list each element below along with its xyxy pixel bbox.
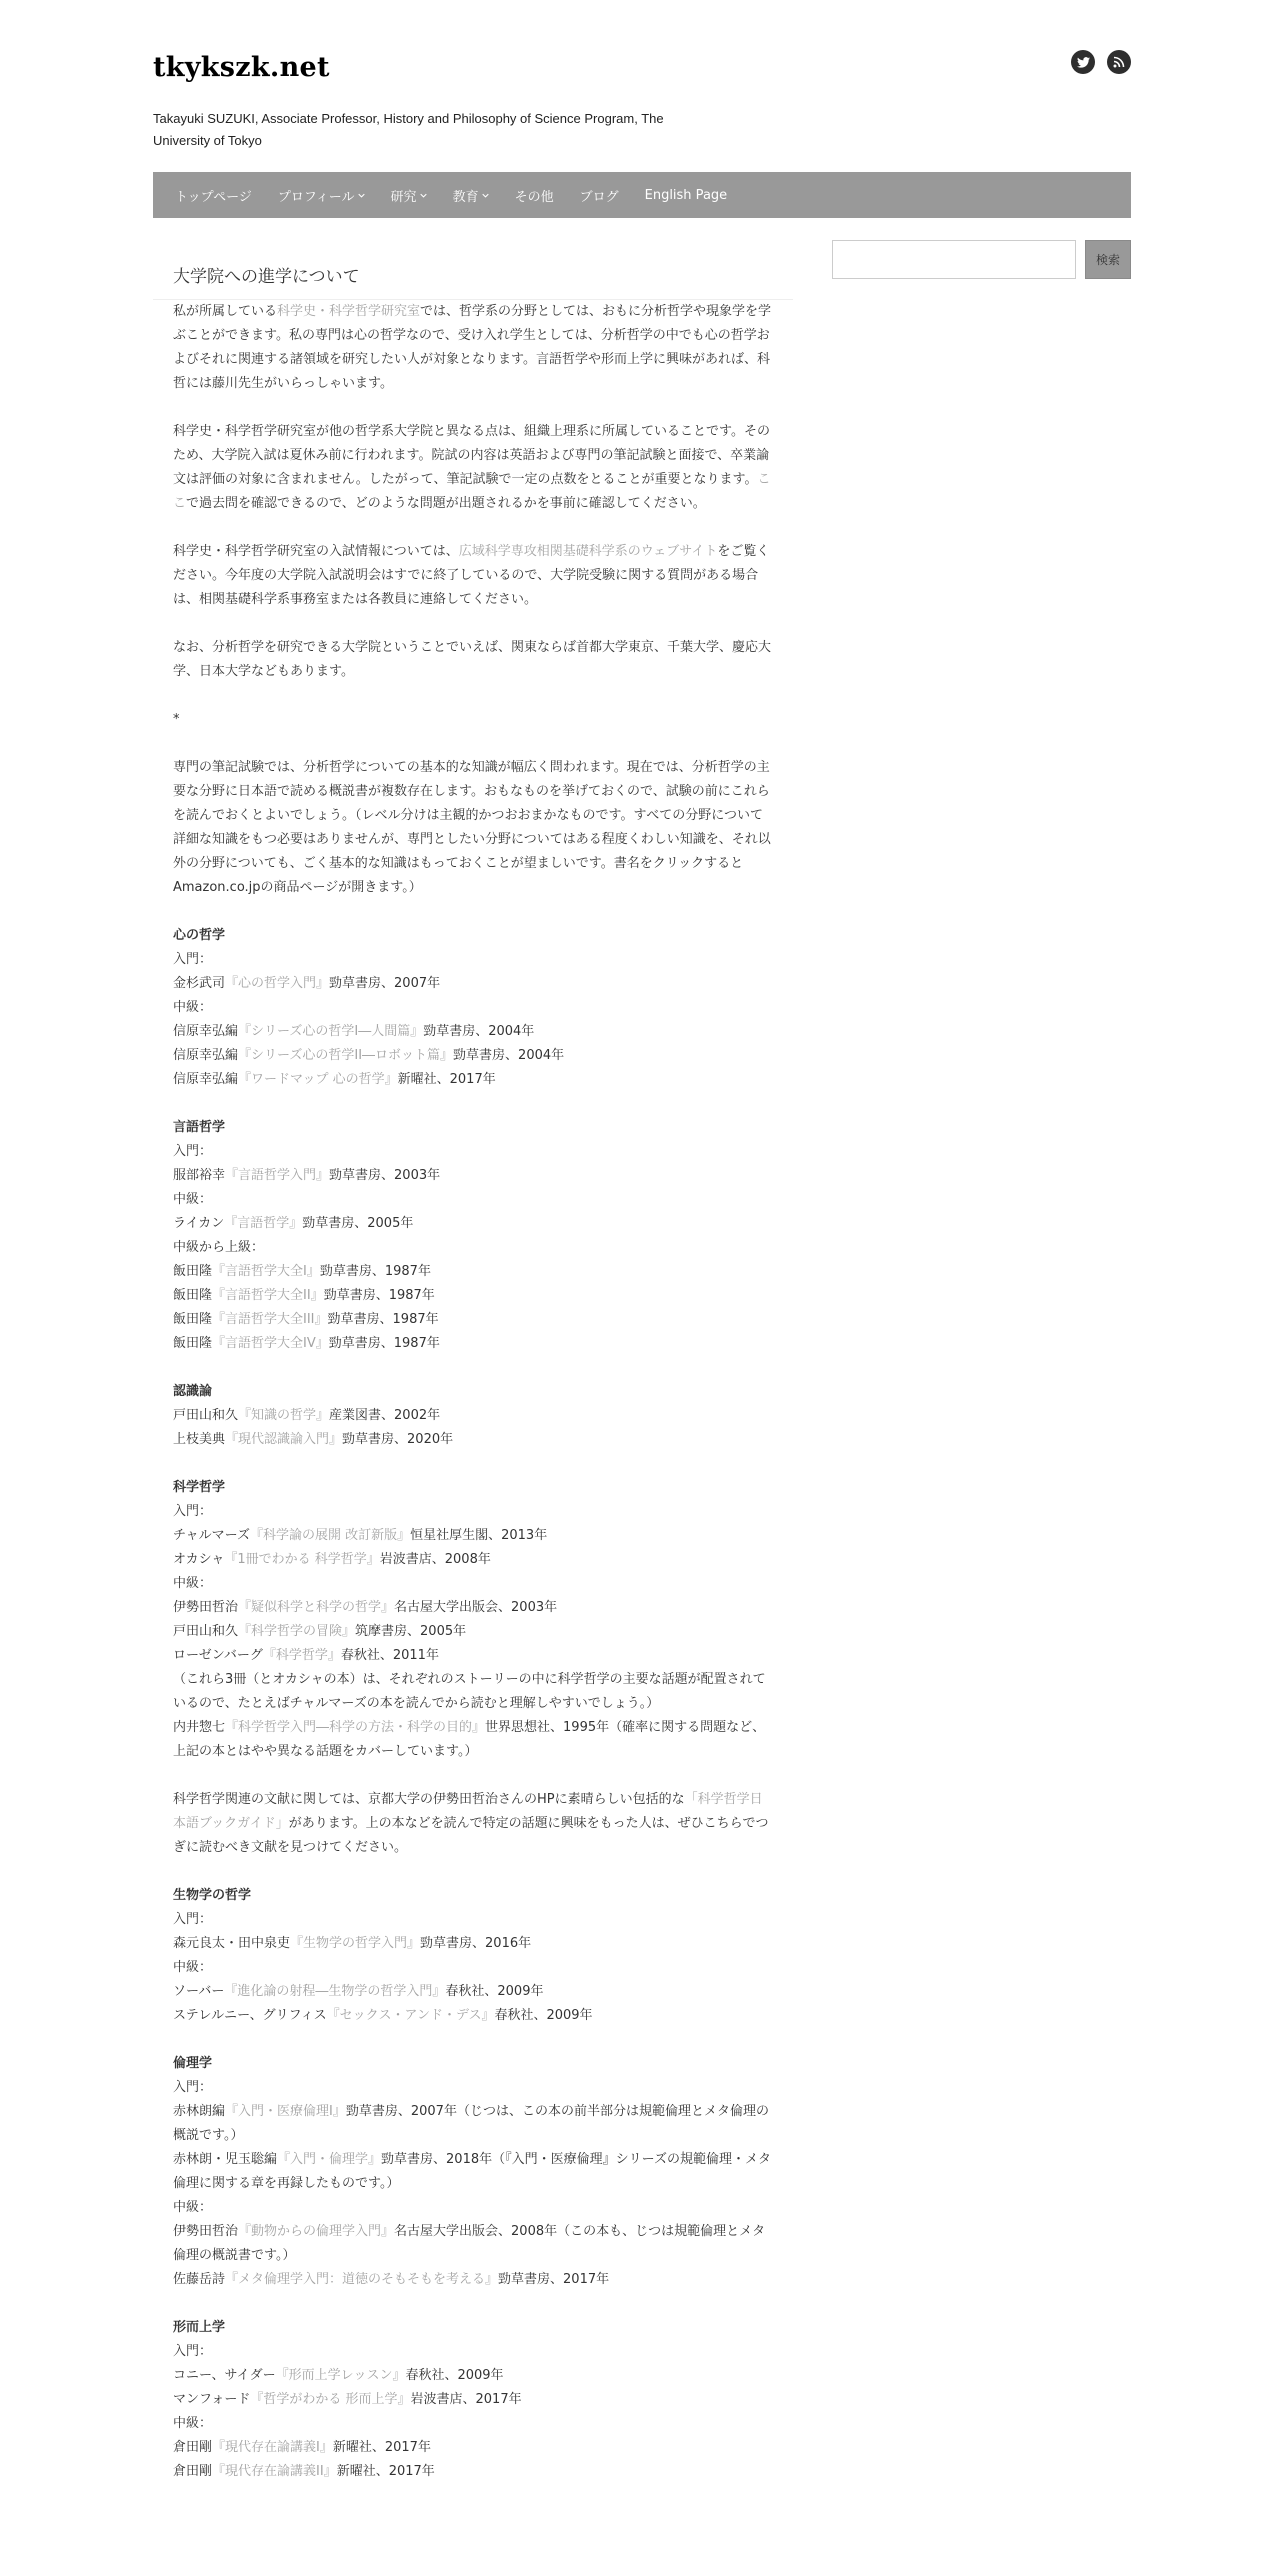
- list-item: [173, 1308, 775, 1332]
- text-run: ライカン: [173, 1216, 225, 1231]
- paragraph: [173, 636, 775, 684]
- nav-item-label: トップページ: [175, 189, 252, 205]
- inline-link[interactable]: 『進化論の射程―生物学の哲学入門』: [224, 1984, 446, 1999]
- text-run: 中級：: [173, 1000, 213, 1015]
- text-run: では、哲学系の分野としては、おもに分析哲学や現象学を学ぶことができます。私の専門は心の哲学なので、受け入れ学生としては、分析哲学の中でも心の哲学およびそれに関連する諸領域を研究したい人が対象となります。言語哲学や形而上学に興味があれば、科哲には藤川先生がいらっしゃいます。: [173, 304, 772, 391]
- inline-link[interactable]: 『シリーズ心の哲学I―人間篇』: [238, 1024, 424, 1039]
- nav-item-label: プロフィール: [277, 189, 355, 205]
- article-body: [153, 300, 793, 2484]
- section-heading: 認識論: [173, 1384, 213, 1399]
- text-run: 筑摩書房、2005年: [355, 1624, 467, 1639]
- text-run: 中級：: [173, 1192, 213, 1207]
- inline-link[interactable]: 『入門・医療倫理I』: [225, 2104, 346, 2119]
- paragraph: [173, 708, 775, 732]
- text-run: 中級：: [173, 1960, 213, 1975]
- list-item: [173, 1668, 775, 1716]
- text-run: をご覧ください。今年度の大学院入試説明会はすでに終了しているので、大学院受験に関する質問がある場合は、相関基礎科学系事務室または各教員に連絡してください。: [173, 544, 770, 607]
- inline-link[interactable]: 「科学哲学日本語ブックガイド」: [173, 1792, 763, 1831]
- text-run: 勁草書房、2017年: [498, 2272, 610, 2287]
- list-item: [173, 1044, 775, 1068]
- text-run: 専門の筆記試験では、分析哲学についての基本的な知識が幅広く問われます。現在では、分析哲学の主要な分野に日本語で読める概説書が複数存在します。おもなものを挙げておくので、試験の前にこれらを読んでおくとよいでしょう。（レベル分けは主観的かつおおまかなものです。すべての分野について詳細な知識をもつ必要はありませんが、専門としたい分野についてはある程度くわしい知識を、それ以外の分野についても、ごく基本的な知識はもっておくことが望ましいです。書名をクリックするとAmazon.co.jpの商品ページが開きます。）: [173, 760, 771, 895]
- paragraph: [173, 540, 775, 612]
- list-item: [173, 2412, 775, 2436]
- text-run: なお、分析哲学を研究できる大学院ということでいえば、関東ならば首都大学東京、千葉大学、慶応大学、日本大学などもあります。: [173, 640, 772, 679]
- section-heading: 生物学の哲学: [173, 1888, 252, 1903]
- list-item: [173, 1500, 775, 1524]
- reading-list: [173, 924, 775, 2484]
- paragraph: [173, 300, 775, 396]
- list-item: [173, 1260, 775, 1284]
- list-item: [173, 1956, 775, 1980]
- text-run: マンフォード: [173, 2392, 251, 2407]
- list-item: [173, 1212, 775, 1236]
- text-run: 恒星社厚生閣、2013年: [410, 1528, 548, 1543]
- text-run: 信原幸弘編: [173, 1024, 239, 1039]
- intro-paragraphs: [173, 300, 775, 900]
- text-run: ローゼンバーグ: [173, 1648, 263, 1663]
- text-run: 信原幸弘編: [173, 1072, 239, 1087]
- text-run: 入門：: [173, 1504, 213, 1519]
- text-run: 飯田隆: [173, 1288, 213, 1303]
- text-run: 岩波書店、2008年: [379, 1552, 491, 1567]
- section-heading: 倫理学: [173, 2056, 213, 2071]
- inline-link[interactable]: 『現代存在論講義I』: [212, 2440, 333, 2455]
- text-run: 赤林朗・児玉聡編: [173, 2152, 278, 2167]
- inline-link[interactable]: 『言語哲学入門』: [225, 1168, 330, 1183]
- list-item: [173, 1236, 775, 1260]
- section-heading: 心の哲学: [173, 928, 226, 943]
- list-item: [173, 2100, 775, 2148]
- text-run: 世界思想社、1995年（確率に関する問題など、上記の本とはやや異なる話題をカバーしています。）: [173, 1720, 766, 1759]
- list-item: [173, 1068, 775, 1092]
- list-item: [173, 1524, 775, 1548]
- text-run: 伊勢田哲治: [173, 2224, 239, 2239]
- inline-link[interactable]: 『科学哲学の冒険』: [238, 1624, 356, 1639]
- inline-link[interactable]: 『心の哲学入門』: [225, 976, 330, 991]
- text-run: 飯田隆: [173, 1312, 213, 1327]
- text-run: 飯田隆: [173, 1264, 213, 1279]
- list-item: [173, 1596, 775, 1620]
- list-item: [173, 1404, 775, 1428]
- section-heading: 言語哲学: [173, 1120, 226, 1135]
- list-item: [173, 1332, 775, 1356]
- inline-link[interactable]: 『知識の哲学』: [238, 1408, 330, 1423]
- text-run: 上枝美典: [173, 1432, 226, 1447]
- text-run: 産業図書、2002年: [329, 1408, 441, 1423]
- inline-link[interactable]: 『現代存在論講義II』: [212, 2464, 337, 2479]
- nav-item-3[interactable]: [440, 172, 502, 218]
- inline-link[interactable]: 『シリーズ心の哲学II―ロボット篇』: [238, 1048, 454, 1063]
- text-run: 新曜社、2017年: [336, 2464, 435, 2479]
- inline-link[interactable]: 『現代認識論入門』: [225, 1432, 343, 1447]
- nav-item-5[interactable]: [567, 172, 632, 218]
- paragraph: [173, 420, 775, 516]
- text-run: 勁草書房、2004年: [423, 1024, 535, 1039]
- list-item: [173, 1548, 775, 1572]
- inline-link[interactable]: 科学史・科学哲学研究室: [277, 304, 421, 319]
- text-run: 入門：: [173, 1144, 213, 1159]
- search-button[interactable]: 検索: [1085, 240, 1131, 279]
- text-run: 飯田隆: [173, 1336, 213, 1351]
- list-item: [173, 1716, 775, 1764]
- list-item: [173, 1140, 775, 1164]
- inline-link[interactable]: 『科学哲学』: [262, 1648, 341, 1663]
- list-item: [173, 972, 775, 996]
- inline-link[interactable]: 『生物学の哲学入門』: [290, 1936, 421, 1951]
- text-run: 内井惣七: [173, 1720, 226, 1735]
- inline-link[interactable]: 『動物からの倫理学入門』: [238, 2224, 395, 2239]
- rss-icon[interactable]: [1107, 50, 1131, 74]
- nav-item-label: 教育: [452, 189, 479, 205]
- book-section: [173, 1476, 775, 1764]
- article: [153, 238, 793, 2508]
- list-item: [173, 2436, 775, 2460]
- book-section: [173, 1380, 775, 1452]
- inline-link[interactable]: 広域科学専攻相関基礎科学系のウェブサイト: [458, 544, 718, 559]
- paragraph: [173, 756, 775, 900]
- inline-link[interactable]: 『メタ倫理学入門：道徳のそもそもを考える』: [225, 2272, 499, 2287]
- list-item: [173, 996, 775, 1020]
- text-run: 倉田剛: [173, 2440, 213, 2455]
- social-links: [1071, 50, 1131, 74]
- list-item: [173, 948, 775, 972]
- list-item: [173, 1644, 775, 1668]
- text-run: 赤林朗編: [173, 2104, 226, 2119]
- text-run: 信原幸弘編: [173, 1048, 239, 1063]
- text-run: 戸田山和久: [173, 1624, 239, 1639]
- nav-item-1[interactable]: [265, 172, 378, 218]
- text-run: 金杉武司: [173, 976, 226, 991]
- section-heading: 科学哲学: [173, 1480, 226, 1495]
- text-run: 佐藤岳詩: [173, 2272, 226, 2287]
- text-run: 科学史・科学哲学研究室の入試情報については、: [173, 544, 459, 559]
- list-item: [173, 1428, 775, 1452]
- nav-item-4[interactable]: [502, 172, 567, 218]
- nav-item-label: ブログ: [579, 189, 619, 205]
- text-run: があります。上の本などを読んで特定の話題に興味をもった人は、ぜひこちらでつぎに読むべき文献を見つけてください。: [173, 1816, 769, 1855]
- text-run: 勁草書房、2016年: [420, 1936, 532, 1951]
- text-run: 勁草書房、2007年: [329, 976, 441, 991]
- text-run: 入門：: [173, 2344, 213, 2359]
- text-run: 春秋社、2011年: [340, 1648, 439, 1663]
- text-run: 勁草書房、1987年: [323, 1288, 435, 1303]
- list-item: [173, 2076, 775, 2100]
- text-run: コニー、サイダー: [173, 2368, 276, 2383]
- text-run: 私が所属している: [173, 304, 278, 319]
- list-item: [173, 2220, 775, 2268]
- nav-item-2[interactable]: [378, 172, 440, 218]
- text-run: ソーバー: [173, 1984, 225, 1999]
- main-navigation: [153, 172, 1131, 218]
- inline-link[interactable]: 『1冊でわかる 科学哲学』: [224, 1552, 380, 1567]
- nav-item-label: 研究: [390, 189, 417, 205]
- list-item: [173, 2004, 775, 2028]
- list-item: [173, 1908, 775, 1932]
- text-run: 服部裕幸: [173, 1168, 226, 1183]
- text-run: *: [173, 712, 180, 727]
- list-item: [173, 2364, 775, 2388]
- inline-link[interactable]: 『言語哲学大全II』: [212, 1288, 324, 1303]
- inline-link[interactable]: ここ: [173, 472, 771, 511]
- inline-link[interactable]: 『科学論の展開 改訂新版』: [249, 1528, 411, 1543]
- inline-link[interactable]: 『ワードマップ 心の哲学』: [238, 1072, 398, 1087]
- text-run: 新曜社、2017年: [397, 1072, 496, 1087]
- nav-item-6[interactable]: [632, 172, 741, 218]
- list-item: [173, 2196, 775, 2220]
- text-run: 勁草書房、2007年（じつは、この本の前半部分は規範倫理とメタ倫理の概説です。）: [173, 2104, 769, 2143]
- list-item: [173, 1164, 775, 1188]
- text-run: 勁草書房、2003年: [329, 1168, 441, 1183]
- list-item: [173, 1620, 775, 1644]
- chevron-down-icon: [420, 192, 427, 199]
- book-section: [173, 2316, 775, 2484]
- text-run: ステレルニー、グリフィス: [173, 2008, 327, 2023]
- text-run: 中級：: [173, 1576, 213, 1591]
- site-title[interactable]: tkykszk.net: [153, 52, 330, 83]
- list-item: [173, 1980, 775, 2004]
- text-run: 岩波書店、2017年: [410, 2392, 522, 2407]
- text-run: 中級：: [173, 2416, 213, 2431]
- text-run: 名古屋大学出版会、2003年: [394, 1600, 558, 1615]
- text-run: 春秋社、2009年: [405, 2368, 504, 2383]
- text-run: で過去問を確認できるので、どのような問題が出題されるかを事前に確認してください。: [186, 496, 706, 511]
- list-item: [173, 1572, 775, 1596]
- text-run: 新曜社、2017年: [332, 2440, 431, 2455]
- list-item: [173, 2268, 775, 2292]
- search-input[interactable]: [832, 240, 1076, 279]
- text-run: 科学史・科学哲学研究室が他の哲学系大学院と異なる点は、組織上理系に所属していることです。そのため、大学院入試は夏休み前に行われます。院試の内容は英語および専門の筆記試験と面接で、卒業論文は評価の対象に含まれません。したがって、筆記試験で一定の点数をとることが重要となります。: [173, 424, 770, 487]
- text-run: 入門：: [173, 2080, 213, 2095]
- inline-link[interactable]: 『哲学がわかる 形而上学』: [250, 2392, 411, 2407]
- book-section: [173, 924, 775, 1092]
- text-run: 春秋社、2009年: [445, 1984, 544, 1999]
- text-run: 勁草書房、2020年: [342, 1432, 454, 1447]
- list-item: [173, 2148, 775, 2196]
- article-header: [153, 238, 793, 300]
- section-heading: 形而上学: [173, 2320, 226, 2335]
- text-run: 入門：: [173, 952, 213, 967]
- text-run: 戸田山和久: [173, 1408, 239, 1423]
- text-run: 科学哲学関連の文献に関しては、京都大学の伊勢田哲治さんのHPに素晴らしい包括的な: [173, 1792, 685, 1807]
- twitter-icon[interactable]: [1071, 50, 1095, 74]
- list-item: [173, 1932, 775, 1956]
- chevron-down-icon: [358, 192, 365, 199]
- list-item: [173, 1788, 775, 1860]
- nav-item-label: その他: [514, 189, 554, 205]
- nav-item-0[interactable]: [162, 172, 265, 218]
- inline-link[interactable]: 『言語哲学』: [224, 1216, 303, 1231]
- text-run: 勁草書房、2004年: [453, 1048, 565, 1063]
- inline-link[interactable]: 『形而上学レッスン』: [275, 2368, 406, 2383]
- text-run: 名古屋大学出版会、2008年（この本も、じつは規範倫理とメタ倫理の概説書です。）: [173, 2224, 766, 2263]
- text-run: 勁草書房、1987年: [319, 1264, 431, 1279]
- site-description: Takayuki SUZUKI, Associate Professor, History and Philosophy of Science Program, The University of Tokyo: [153, 111, 664, 148]
- list-item: [173, 2460, 775, 2484]
- text-run: 入門：: [173, 1912, 213, 1927]
- text-run: 勁草書房、1987年: [327, 1312, 439, 1327]
- list-item: [173, 1284, 775, 1308]
- inline-link[interactable]: 『セックス・アンド・デス』: [326, 2008, 495, 2023]
- text-run: 倉田剛: [173, 2464, 213, 2479]
- text-run: 中級：: [173, 2200, 213, 2215]
- book-section: [173, 2052, 775, 2292]
- inline-link[interactable]: 『言語哲学大全I』: [212, 1264, 320, 1279]
- text-run: 春秋社、2009年: [494, 2008, 593, 2023]
- text-run: 勁草書房、2005年: [302, 1216, 414, 1231]
- text-run: 森元良太・田中泉吏: [173, 1936, 291, 1951]
- list-item: [173, 1188, 775, 1212]
- inline-link[interactable]: 『言語哲学大全IV』: [212, 1336, 329, 1351]
- text-run: （これら3冊（とオカシャの本）は、それぞれのストーリーの中に科学哲学の主要な話題が配置されているので、たとえばチャルマーズの本を読んでから読むと理解しやすいでしょう。）: [173, 1672, 766, 1711]
- book-section: [173, 1788, 775, 1860]
- inline-link[interactable]: 『言語哲学大全III』: [212, 1312, 328, 1327]
- book-section: [173, 1884, 775, 2028]
- nav-item-label: English Page: [644, 187, 728, 203]
- inline-link[interactable]: 『科学哲学入門―科学の方法・科学の目的』: [225, 1720, 486, 1735]
- text-run: 中級から上級：: [173, 1240, 265, 1255]
- text-run: 勁草書房、1987年: [328, 1336, 440, 1351]
- inline-link[interactable]: 『疑似科学と科学の哲学』: [238, 1600, 395, 1615]
- list-item: [173, 1020, 775, 1044]
- chevron-down-icon: [482, 192, 489, 199]
- book-section: [173, 1116, 775, 1356]
- list-item: [173, 2388, 775, 2412]
- text-run: オカシャ: [173, 1552, 225, 1567]
- inline-link[interactable]: 『入門・倫理学』: [277, 2152, 382, 2167]
- text-run: チャルマーズ: [173, 1528, 250, 1543]
- list-item: [173, 2340, 775, 2364]
- page-title: 大学院への進学について: [173, 267, 360, 287]
- text-run: 伊勢田哲治: [173, 1600, 239, 1615]
- text-run: 勁草書房、2018年（『入門・医療倫理』シリーズの規範倫理・メタ倫理に関する章を再録したものです。）: [173, 2152, 771, 2191]
